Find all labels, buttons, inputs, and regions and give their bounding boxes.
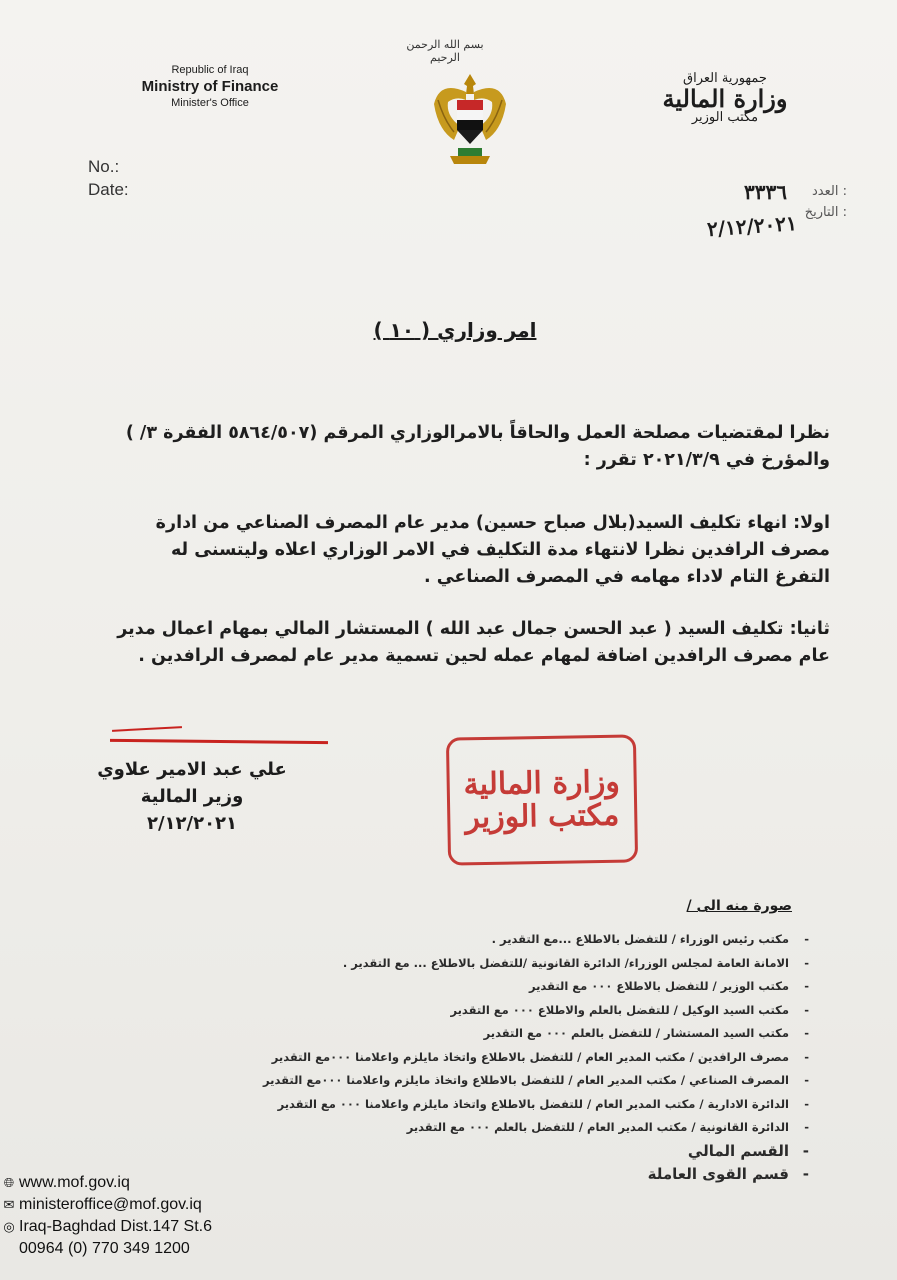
signer-block (82, 756, 302, 837)
envelope-icon: ✉ (3, 1197, 15, 1212)
stamp-line1: وزارة المالية (463, 764, 621, 803)
list-item: - مكتب الوزير / للتفضل بالاطلاع ٠٠٠ مع التقدير (169, 977, 809, 1001)
website-link[interactable]: www.mof.gov.iq (19, 1174, 130, 1191)
intro-paragraph: نظرا لمقتضيات مصلحة العمل والحاقاً بالامرالوزاري المرقم (٥٨٦٤/٥٠٧ الفقرة ٣/ ) والمؤرخ في ٢٠٢١/٣/٩ تقرر : (125, 423, 830, 471)
list-item: - الدائرة القانونية / مكتب المدير العام / للتفضل بالعلم ٠٠٠ مع التقدير (169, 1118, 809, 1142)
header-arabic (635, 72, 815, 124)
signature-stroke (112, 726, 182, 732)
iraq-eagle-emblem-icon (430, 70, 510, 170)
copies-title: صورة منه الى / (686, 898, 792, 914)
address-text: Iraq-Baghdad Dist.147 St.6 (19, 1218, 213, 1235)
list-item: - مكتب رئيس الوزراء / للتفضل بالاطلاع ...مع التقدير . (169, 930, 809, 954)
list-item: - مصرف الرافدين / مكتب المدير العام / للتفضل بالاطلاع واتخاذ مايلزم واعلامنا ٠٠٠مع التقدير (169, 1048, 809, 1072)
globe-icon: 🌐︎ (3, 1175, 15, 1190)
list-item: - الامانة العامة لمجلس الوزراء/ الدائرة القانونية /للتفضل بالاطلاع ... مع التقدير . (169, 954, 809, 978)
location-pin-icon: ◎ (3, 1219, 15, 1234)
list-item: - المصرف الصناعي / مكتب المدير العام / للتفضل بالاطلاع واتخاذ مايلزم واعلامنا ٠٠٠مع التقدير (169, 1071, 809, 1095)
address-row (2, 1216, 212, 1238)
contact-footer (2, 1172, 212, 1260)
list-item: - الدائرة الادارية / مكتب المدير العام / للتفضل بالاطلاع واتخاذ مايلزم واعلامنا ٠٠٠ مع التقدير (169, 1095, 809, 1119)
signer-name: علي عبد الامير علاوي (97, 759, 287, 780)
signer-title: وزير المالية (140, 786, 244, 807)
ministry-stamp (446, 734, 638, 865)
reference-number: ٣٣٣٦ (744, 180, 787, 204)
stamp-line2: مكتب الوزير (465, 797, 620, 836)
list-item: - مكتب السيد المستشار / للتفضل بالعلم ٠٠٠ مع التقدير (169, 1024, 809, 1048)
number-label: No.: (88, 157, 120, 176)
header-ar-country: جمهورية العراق (683, 71, 767, 86)
basmala: بسم الله الرحمن الرحيم (406, 38, 484, 64)
second-clause: ثانيا: تكليف السيد ( عبد الحسن جمال عبد الله ) المستشار المالي بمهام اعمال مدير عام مصرف الرافدين اضافة لمهام عمله لحين تسمية مدير عام لمصرف الرافدين . (117, 619, 830, 667)
header-en-office: Minister's Office (171, 96, 249, 109)
number-label-ar: العدد : (812, 184, 847, 199)
signer-date: ٢/١٢/٢٠٢١ (146, 813, 238, 834)
order-title: امر وزاري ( ١٠ ) (373, 318, 537, 342)
website-row (2, 1172, 212, 1194)
header-english (120, 64, 300, 110)
list-item: - قسم القوى العاملة (169, 1165, 809, 1189)
email-link[interactable]: ministeroffice@mof.gov.iq (19, 1196, 202, 1213)
header-en-country: Republic of Iraq (171, 64, 249, 76)
header-ar-ministry: وزارة المالية (662, 83, 788, 113)
header-en-ministry: Ministry of Finance (141, 77, 279, 95)
date-label-ar: التاريخ : (804, 204, 847, 220)
first-clause: اولا: انهاء تكليف السيد(بلال صباح حسين) مدير عام المصرف الصناعي من ادارة مصرف الرافدين نظرا لانتهاء مدة التكليف في الامر الوزاري اعلاه وليتسنى له التفرغ التام لاداء مهامه في المصرف الصناعي . (155, 513, 830, 588)
email-row (2, 1194, 212, 1216)
list-item: - القسم المالي (169, 1142, 809, 1166)
header-ar-office: مكتب الوزير (691, 109, 759, 125)
list-item: - مكتب السيد الوكيل / للتفضل بالعلم والاطلاع ٠٠٠ مع التقدير (169, 1001, 809, 1025)
reference-labels-ar (805, 182, 847, 224)
phone-row (2, 1238, 212, 1260)
reference-date: ٢/١٢/٢٠٢١ (706, 210, 798, 242)
reference-labels-en (88, 156, 129, 202)
copies-list (169, 930, 809, 1189)
date-label: Date: (88, 179, 129, 199)
phone-text: 00964 (0) 770 349 1200 (19, 1240, 190, 1257)
signature-underline (110, 739, 328, 744)
